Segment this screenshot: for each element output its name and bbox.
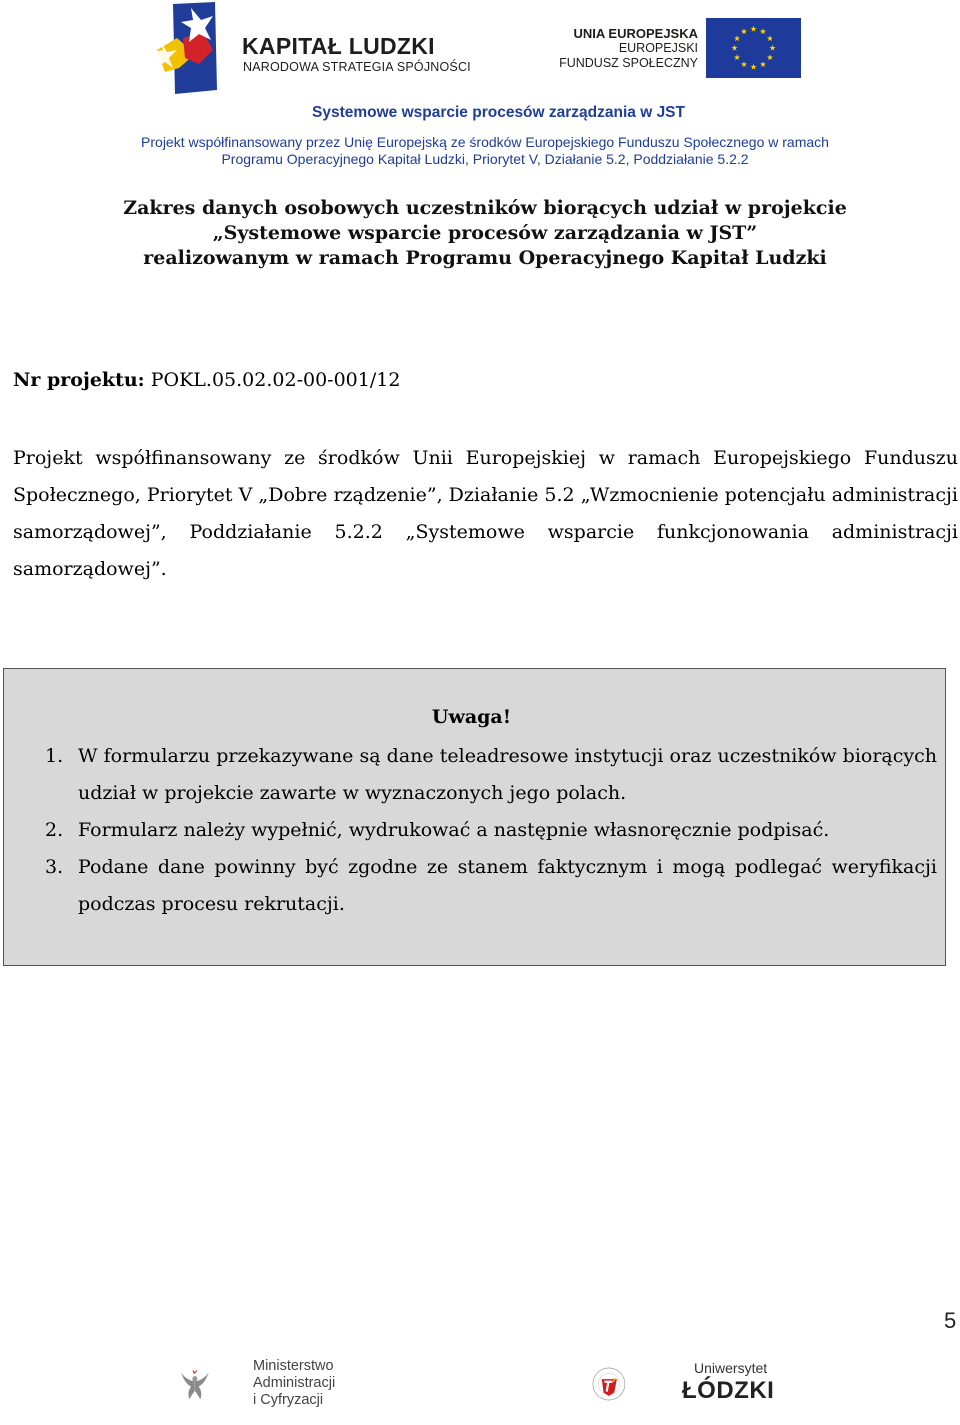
note-item-number: 2. <box>45 819 64 841</box>
eu-logo-text <box>540 26 698 71</box>
eu-line-1: UNIA EUROPEJSKA <box>573 26 698 41</box>
polish-eagle-emblem-icon <box>180 1348 250 1423</box>
note-item-2 <box>45 812 937 849</box>
note-heading: Uwaga! <box>431 706 512 728</box>
cofinancing-line-1: Projekt współfinansowany przez Unię Europejską ze środków Europejskiego Funduszu Społecznego w ramach <box>141 134 829 150</box>
document-title <box>0 196 960 271</box>
body-paragraph: Projekt współfinansowany ze środków Unii Europejskiej w ramach Europejskiego Funduszu Społecznego, Priorytet V „Dobre rządzenie”, Działanie 5.2 „Wzmocnienie potencjału administracji samorządowej”, Poddziałanie 5.2.2 „Systemowe wsparcie funkcjonowania administracji samorządowej”. <box>13 447 958 580</box>
eu-line-3: FUNDUSZ SPOŁECZNY <box>559 56 698 70</box>
university-seal-icon <box>592 1345 672 1423</box>
document-title-line-2: „Systemowe wsparcie procesów zarządzania w JST” <box>212 222 758 244</box>
eu-flag-icon <box>706 18 801 78</box>
university-line-2: ŁÓDZKI <box>682 1377 775 1404</box>
eu-line-2: EUROPEJSKI <box>618 41 698 55</box>
document-title-line-3: realizowanym w ramach Programu Operacyjnego Kapitał Ludzki <box>143 247 827 269</box>
note-item-1 <box>45 738 937 812</box>
page-number: 5 <box>944 1308 957 1333</box>
note-item-text: Podane dane powinny być zgodne ze stanem faktycznym i mogą podlegać weryfikacji podczas procesu rekrutacji. <box>78 856 937 915</box>
ministry-line-1: Ministerstwo <box>253 1358 334 1374</box>
ministry-logo-text <box>253 1358 335 1409</box>
kapital-ludzki-subtitle: NARODOWA STRATEGIA SPÓJNOŚCI <box>243 60 471 74</box>
project-title-header: Systemowe wsparcie procesów zarządzania w JST <box>311 104 685 121</box>
note-item-3 <box>45 849 937 923</box>
note-item-text: Formularz należy wypełnić, wydrukować a następnie własnoręcznie podpisać. <box>78 819 830 841</box>
project-number-value: POKL.05.02.02-00-001/12 <box>150 369 401 391</box>
document-title-line-1: Zakres danych osobowych uczestników biorących udział w projekcie <box>123 197 847 219</box>
ministry-line-3: i Cyfryzacji <box>253 1392 324 1408</box>
note-item-text: W formularzu przekazywane są dane teleadresowe instytucji oraz uczestników biorących udział w projekcie zawarte w wyznaczonych jego polach. <box>78 745 937 804</box>
project-number-label: Nr projektu: <box>13 369 145 391</box>
note-item-number: 3. <box>45 856 64 878</box>
kapital-ludzki-title: KAPITAŁ LUDZKI <box>242 33 435 59</box>
cofinancing-line-2: Programu Operacyjnego Kapitał Ludzki, Priorytet V, Działanie 5.2, Poddziałanie 5.2.2 <box>221 151 749 167</box>
ministry-line-2: Administracji <box>253 1375 336 1391</box>
note-item-number: 1. <box>45 745 64 767</box>
university-line-1: Uniwersytet <box>694 1360 768 1376</box>
project-number <box>13 369 400 391</box>
